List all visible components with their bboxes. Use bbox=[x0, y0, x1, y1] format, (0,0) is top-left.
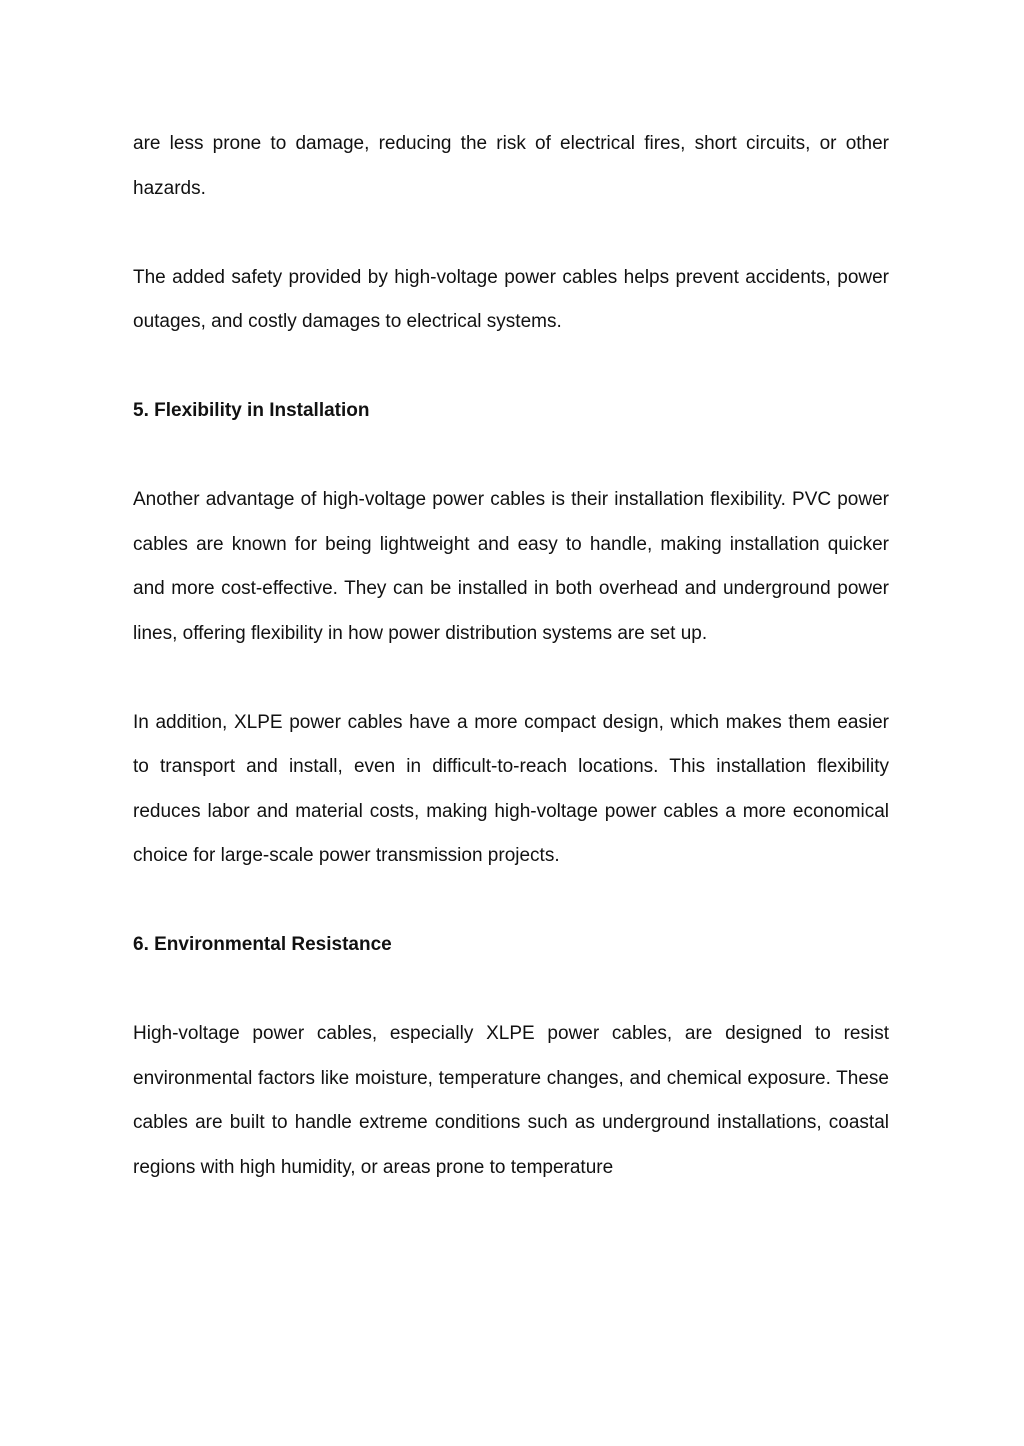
document-page bbox=[133, 122, 889, 1190]
paragraph-xlpe-compact: In addition, XLPE power cables have a more compact design, which makes them easier to transport and install, even in difficult-to-reach locations. This installation flexibility reduces labor and material costs, making high-voltage power cables a more economical choice for large-scale power transmission projects. bbox=[133, 711, 889, 866]
section-heading-environmental: 6. Environmental Resistance bbox=[133, 934, 392, 955]
paragraph-spacer bbox=[133, 968, 889, 1013]
paragraph-environmental-resistance: High-voltage power cables, especially XLPE power cables, are designed to resist environmental factors like moisture, temperature changes, and chemical exposure. These cables are built to handle extreme conditions such as underground installations, coastal regions with high humidity, or areas prone to temperature bbox=[133, 1023, 889, 1178]
paragraph-spacer bbox=[133, 434, 889, 479]
paragraph-spacer bbox=[133, 211, 889, 256]
paragraph-spacer bbox=[133, 656, 889, 701]
paragraph-spacer bbox=[133, 879, 889, 924]
section-heading-flexibility: 5. Flexibility in Installation bbox=[133, 400, 370, 421]
paragraph-added-safety: The added safety provided by high-voltage power cables helps prevent accidents, power outages, and costly damages to electrical systems. bbox=[133, 266, 889, 332]
paragraph-hazards: are less prone to damage, reducing the risk of electrical fires, short circuits, or other hazards. bbox=[133, 133, 889, 199]
paragraph-spacer bbox=[133, 345, 889, 390]
paragraph-installation-flexibility: Another advantage of high-voltage power cables is their installation flexibility. PVC power cables are known for being lightweight and easy to handle, making installation quicker and more cost-effective. They can be installed in both overhead and underground power lines, offering flexibility in how power distribution systems are set up. bbox=[133, 489, 889, 644]
